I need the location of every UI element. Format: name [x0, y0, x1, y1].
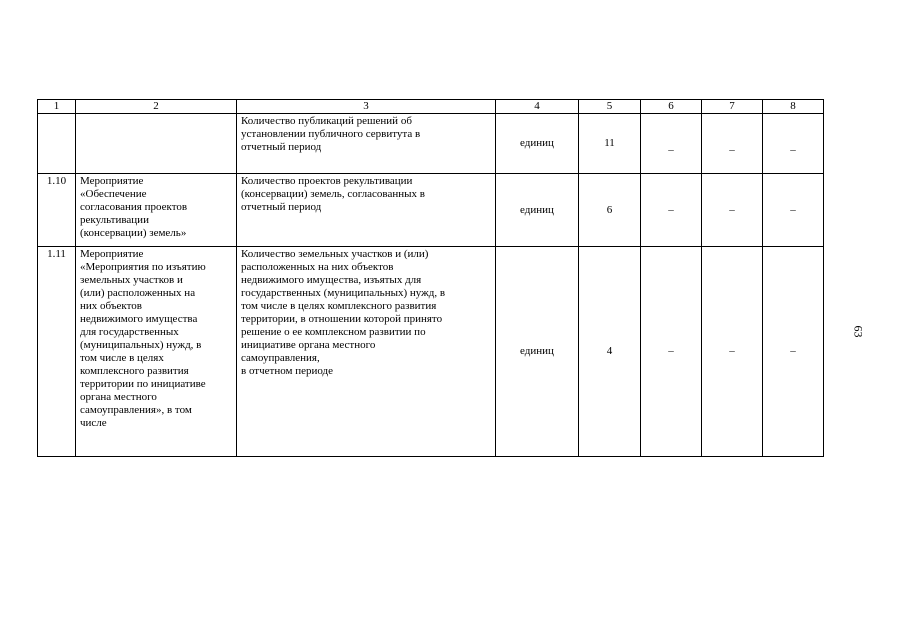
text-line: недвижимого имущества, изъятых для	[241, 274, 422, 286]
column-number-cell: 6	[641, 100, 702, 114]
text-line: Количество проектов рекультивации	[241, 175, 413, 187]
indicator-cell	[237, 247, 496, 457]
item-number	[38, 114, 76, 174]
text-line: в отчетном периоде	[241, 365, 334, 377]
text-line: самоуправления», в том	[80, 404, 192, 416]
text-line: (консервации) земель, согласованных в	[241, 188, 425, 200]
text-line: согласования проектов	[80, 201, 188, 213]
text-line: том числе в целях	[80, 352, 164, 364]
table-row	[38, 247, 824, 457]
dash-cell: –	[702, 174, 763, 247]
text-line: (муниципальных) нужд, в	[80, 339, 202, 351]
dash-cell: –	[641, 114, 702, 174]
text-line: отчетный период	[241, 141, 322, 153]
item-number: 1.10	[38, 174, 76, 247]
text-line: недвижимого имущества	[80, 313, 198, 325]
table-row	[38, 114, 824, 174]
text-line: для государственных	[80, 326, 179, 338]
text-line: «Мероприятия по изъятию	[80, 261, 206, 273]
indicators-table	[37, 99, 824, 457]
dash-cell: –	[763, 247, 824, 457]
text-line: самоуправления,	[241, 352, 320, 364]
text-line: (консервации) земель»	[80, 227, 187, 239]
event-cell	[76, 174, 237, 247]
page-number: 63	[851, 325, 866, 338]
column-number-cell: 7	[702, 100, 763, 114]
text-line: рекультивации	[80, 214, 149, 226]
text-line: установлении публичного сервитута в	[241, 128, 421, 140]
dash-cell: –	[702, 247, 763, 457]
dash-cell: –	[641, 247, 702, 457]
text-line: территории, в отношении которой принято	[241, 313, 443, 325]
text-line: отчетный период	[241, 201, 322, 213]
item-number: 1.11	[38, 247, 76, 457]
text-line: земельных участков и	[80, 274, 183, 286]
column-number-row	[38, 100, 824, 114]
text-line: территории по инициативе	[80, 378, 206, 390]
dash-cell: –	[763, 174, 824, 247]
column-number-cell: 5	[579, 100, 641, 114]
text-line: том числе в целях комплексного развития	[241, 300, 437, 312]
value-cell: 11	[579, 114, 641, 174]
text-line: Количество публикаций решений об	[241, 115, 412, 127]
event-cell	[76, 247, 237, 457]
text-line: государственных (муниципальных) нужд, в	[241, 287, 446, 299]
indicator-cell	[237, 114, 496, 174]
text-line: органа местного	[80, 391, 157, 403]
dash-cell: –	[763, 114, 824, 174]
dash-cell: –	[641, 174, 702, 247]
table-row	[38, 174, 824, 247]
text-line: них объектов	[80, 300, 142, 312]
text-line: Количество земельных участков и (или)	[241, 248, 429, 260]
unit-cell: единиц	[496, 114, 579, 174]
text-line: (или) расположенных на	[80, 287, 196, 299]
text-line: инициативе органа местного	[241, 339, 376, 351]
text-line: расположенных на них объектов	[241, 261, 394, 273]
text-line: Мероприятие	[80, 175, 144, 187]
column-number-cell: 4	[496, 100, 579, 114]
text-line: Мероприятие	[80, 248, 144, 260]
value-cell: 4	[579, 247, 641, 457]
column-number-cell: 3	[237, 100, 496, 114]
column-number-cell: 8	[763, 100, 824, 114]
text-line: числе	[80, 417, 107, 429]
column-number-cell: 1	[38, 100, 76, 114]
event-cell	[76, 114, 237, 174]
text-line: комплексного развития	[80, 365, 189, 377]
unit-cell: единиц	[496, 174, 579, 247]
text-line: решение о ее комплексном развитии по	[241, 326, 426, 338]
unit-cell: единиц	[496, 247, 579, 457]
indicator-cell	[237, 174, 496, 247]
text-line: «Обеспечение	[80, 188, 147, 200]
value-cell: 6	[579, 174, 641, 247]
dash-cell: –	[702, 114, 763, 174]
column-number-cell: 2	[76, 100, 237, 114]
